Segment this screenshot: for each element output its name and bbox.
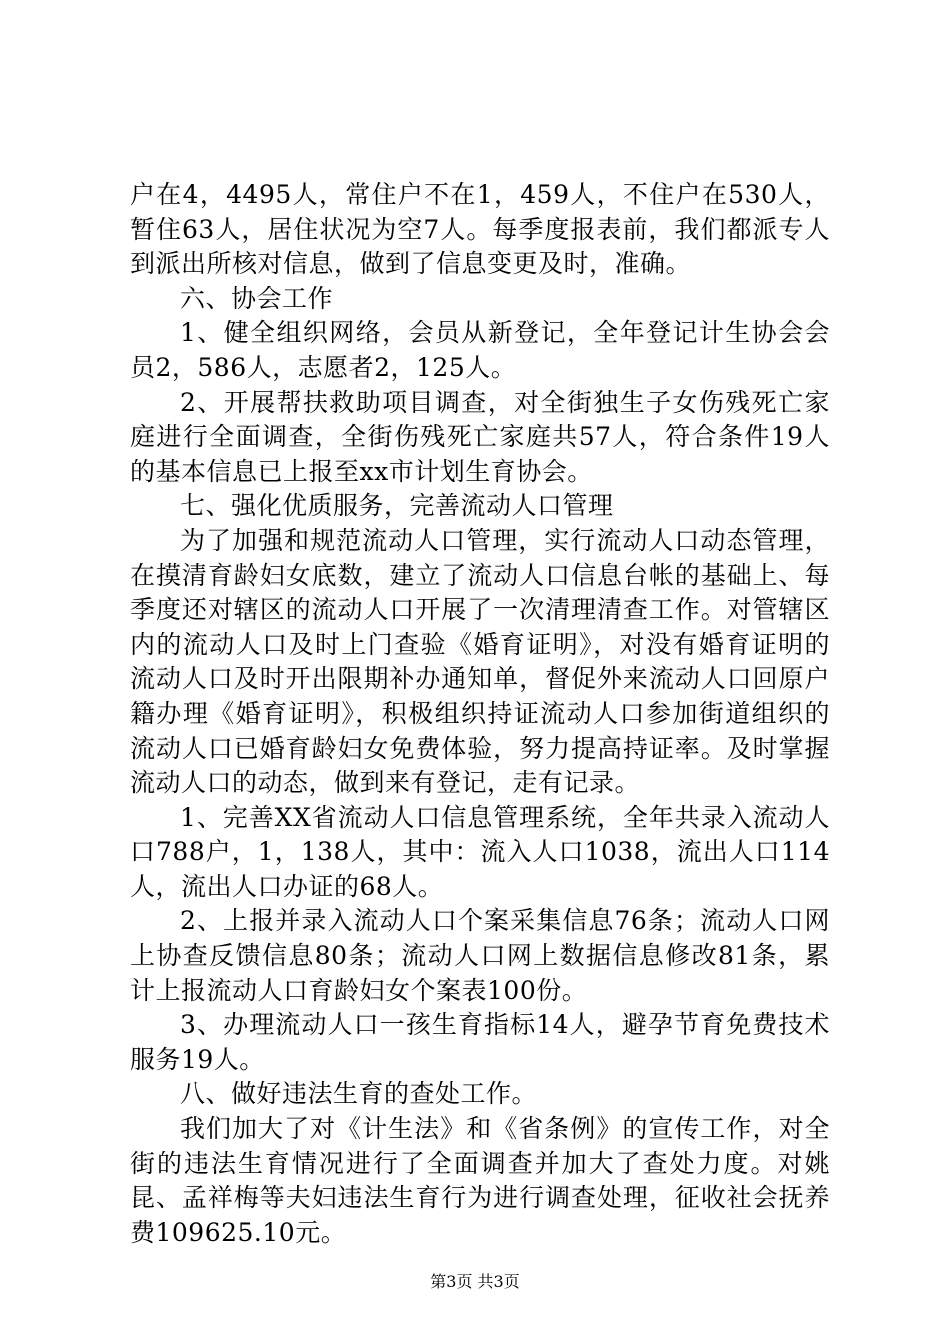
document-body — [130, 178, 830, 1250]
section-heading-association: 六、协会工作 — [180, 283, 334, 313]
section-heading-floating-population: 七、强化优质服务，完善流动人口管理 — [180, 491, 614, 521]
paragraph-illegal-birth: 我们加大了对《计生法》和《省条例》的宣传工作，对全街的违法生育情况进行了全面调查并加大了查处力度。对姚昆、孟祥梅等夫妇违法生育行为进行调查处理，征收社会抚养费109625.10元。 — [130, 1114, 830, 1247]
paragraph-floating-3: 3、办理流动人口一孩生育指标14人，避孕节育免费技术服务19人。 — [130, 1010, 830, 1074]
paragraph-association-2: 2、开展帮扶救助项目调查，对全街独生子女伤残死亡家庭进行全面调查，全街伤残死亡家庭共57人，符合条件19人的基本信息已上报至xx市计划生育协会。 — [130, 387, 830, 486]
page-number-label: 第3页 共3页 — [430, 1272, 520, 1291]
paragraph-floating-2: 2、上报并录入流动人口个案采集信息76条；流动人口网上协查反馈信息80条；流动人口网上数据信息修改81条，累计上报流动人口育龄妇女个案表100份。 — [130, 906, 830, 1005]
paragraph-floating-intro: 为了加强和规范流动人口管理，实行流动人口动态管理，在摸清育龄妇女底数，建立了流动人口信息台帐的基础上、每季度还对辖区的流动人口开展了一次清理清查工作。对管辖区内的流动人口及时上门查验《婚育证明》，对没有婚育证明的流动人口及时开出限期补办通知单，督促外来流动人口回原户籍办理《婚育证明》，积极组织持证流动人口参加街道组织的流动人口已婚育龄妇女免费体验，努力提高持证率。及时掌握流动人口的动态，做到来有登记，走有记录。 — [130, 525, 830, 798]
paragraph-association-1: 1、健全组织网络，会员从新登记，全年登记计生协会会员2，586人，志愿者2，125人。 — [130, 318, 830, 382]
paragraph-1: 户在4，4495人，常住户不在1，459人，不住户在530人，暂住63人，居住状况为空7人。每季度报表前，我们都派专人到派出所核对信息，做到了信息变更及时，准确。 — [130, 180, 830, 279]
paragraph-floating-1: 1、完善XX省流动人口信息管理系统，全年共录入流动人口788户，1，138人，其中：流入人口1038，流出人口114人，流出人口办证的68人。 — [130, 802, 830, 901]
section-heading-illegal-birth: 八、做好违法生育的查处工作。 — [180, 1079, 538, 1109]
page-footer — [0, 1272, 950, 1292]
